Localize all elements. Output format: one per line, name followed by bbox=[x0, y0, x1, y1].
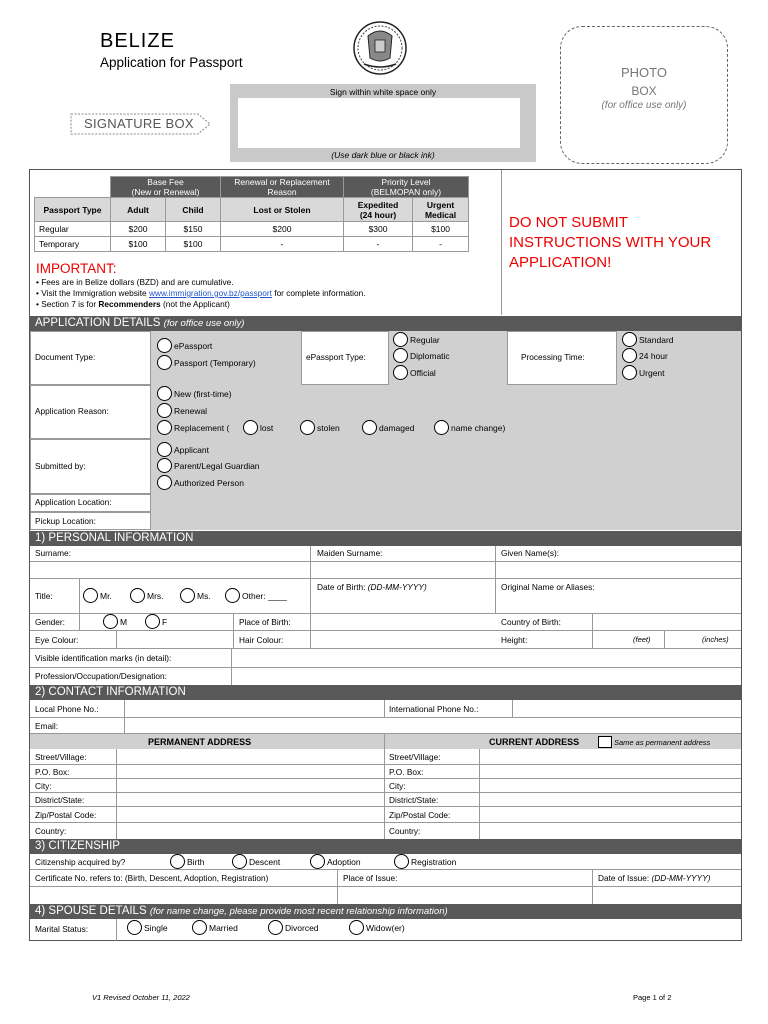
curr-country-label: Country: bbox=[389, 826, 421, 836]
fee-group-reason bbox=[221, 177, 344, 198]
col-divider bbox=[310, 578, 311, 613]
col-divider bbox=[384, 734, 385, 839]
radio-circle-icon[interactable] bbox=[394, 854, 409, 869]
title-label: Title: bbox=[35, 591, 53, 601]
contact-information-bar: 2) CONTACT INFORMATION bbox=[30, 685, 741, 700]
document-type-label: Document Type: bbox=[35, 352, 96, 362]
height-inches-unit: (inches) bbox=[702, 635, 729, 644]
radio-circle-icon[interactable] bbox=[349, 920, 364, 935]
radio-circle-icon[interactable] bbox=[300, 420, 315, 435]
surname-label: Surname: bbox=[35, 548, 71, 558]
radio-applicant[interactable] bbox=[157, 442, 209, 457]
fee-row-regular-child: $150 bbox=[166, 222, 221, 237]
radio-diplomatic-label: Diplomatic bbox=[410, 350, 450, 361]
curr-district-label: District/State: bbox=[389, 795, 439, 805]
notice-divider bbox=[501, 170, 502, 315]
place-of-birth-label: Place of Birth: bbox=[239, 617, 291, 627]
date-of-issue-text: Date of Issue: bbox=[598, 873, 652, 883]
radio-circle-icon[interactable] bbox=[434, 420, 449, 435]
radio-adoption-label: Adoption bbox=[327, 856, 361, 867]
perm-district-label: District/State: bbox=[35, 795, 85, 805]
radio-new-label: New (first-time) bbox=[174, 388, 232, 399]
fee-col-urgent: Urgent Medical bbox=[413, 198, 469, 222]
radio-damaged-label: damaged bbox=[379, 422, 415, 433]
radio-widow-label: Widow(er) bbox=[366, 922, 405, 933]
radio-other[interactable] bbox=[225, 588, 287, 603]
radio-passport-temporary[interactable] bbox=[157, 355, 256, 370]
radio-circle-icon[interactable] bbox=[622, 348, 637, 363]
radio-registration[interactable] bbox=[394, 854, 456, 869]
radio-applicant-label: Applicant bbox=[174, 444, 209, 455]
radio-ms-label: Ms. bbox=[197, 590, 211, 601]
profession-label: Profession/Occupation/Designation: bbox=[35, 671, 167, 681]
radio-circle-icon[interactable] bbox=[362, 420, 377, 435]
do-not-submit-notice: DO NOT SUBMIT INSTRUCTIONS WITH YOUR APPLICATION! bbox=[509, 214, 712, 271]
fee-group-priority-text: Priority Level (BELMOPAN only) bbox=[370, 177, 442, 197]
radio-damaged[interactable] bbox=[362, 420, 414, 435]
current-address-heading: CURRENT ADDRESS bbox=[489, 737, 580, 747]
dob-label bbox=[317, 582, 427, 593]
col-divider bbox=[124, 700, 125, 733]
original-name-label: Original Name or Aliases: bbox=[501, 582, 595, 592]
dob-label-text: Date of Birth: bbox=[317, 582, 368, 592]
row-divider bbox=[30, 778, 741, 779]
country-of-birth-label: Country of Birth: bbox=[501, 617, 561, 627]
radio-authorized-person[interactable] bbox=[157, 475, 244, 490]
fee-col-adult: Adult bbox=[111, 198, 166, 222]
fee-row-regular-urgent: $100 bbox=[413, 222, 469, 237]
curr-city-label: City: bbox=[389, 781, 406, 791]
important-heading: IMPORTANT: bbox=[36, 261, 117, 276]
note-section7: Section 7 is for bbox=[41, 299, 99, 309]
col-divider bbox=[116, 749, 117, 839]
col-divider bbox=[495, 546, 496, 613]
radio-circle-icon[interactable] bbox=[157, 442, 172, 457]
place-of-issue-label: Place of Issue: bbox=[343, 873, 398, 883]
radio-diplomatic[interactable] bbox=[393, 348, 450, 363]
row-divider bbox=[30, 613, 741, 614]
identification-marks-label: Visible identification marks (in detail): bbox=[35, 653, 172, 663]
radio-circle-icon[interactable] bbox=[157, 338, 172, 353]
fee-col-lost: Lost or Stolen bbox=[221, 198, 344, 222]
fee-group-priority bbox=[344, 177, 469, 198]
maiden-surname-label: Maiden Surname: bbox=[317, 548, 383, 558]
radio-stolen[interactable] bbox=[300, 420, 340, 435]
signature-box bbox=[230, 84, 536, 162]
gender-label: Gender: bbox=[35, 617, 65, 627]
certificate-refers-label: Certificate No. refers to: (Birth, Descent, Adoption, Registration) bbox=[35, 873, 269, 883]
radio-circle-icon[interactable] bbox=[393, 365, 408, 380]
radio-divorced-label: Divorced bbox=[285, 922, 319, 933]
radio-official[interactable] bbox=[393, 365, 436, 380]
row-divider bbox=[30, 869, 741, 870]
application-details-bar bbox=[30, 316, 741, 331]
maiden-surname-input[interactable] bbox=[311, 562, 495, 578]
col-divider bbox=[664, 630, 665, 648]
radio-circle-icon[interactable] bbox=[103, 614, 118, 629]
application-details-note: (for office use only) bbox=[163, 318, 245, 329]
note-visit: Visit the Immigration website bbox=[41, 288, 149, 298]
radio-circle-icon[interactable] bbox=[310, 854, 325, 869]
radio-parent-guardian[interactable] bbox=[157, 458, 260, 473]
fee-col-child: Child bbox=[166, 198, 221, 222]
spouse-details-bar bbox=[30, 904, 741, 919]
important-notes: • Fees are in Belize dollars (BZD) and are cumulative. • Visit the Immigration website www.immigration.gov.bz/passport for complete information. • Section 7 is for Recommenders (not the Applicant) bbox=[36, 277, 366, 309]
signature-tag bbox=[70, 113, 210, 135]
col-divider bbox=[512, 700, 513, 717]
note-section7-end: (not the Applicant) bbox=[160, 299, 230, 309]
spouse-details-title: 4) SPOUSE DETAILS bbox=[35, 905, 150, 917]
radio-circle-icon[interactable] bbox=[170, 854, 185, 869]
height-label: Height: bbox=[501, 635, 528, 645]
fee-row-regular-lost: $200 bbox=[221, 222, 344, 237]
fee-row-regular-adult: $200 bbox=[111, 222, 166, 237]
radio-married-label: Married bbox=[209, 922, 238, 933]
submitted-by-label: Submitted by: bbox=[35, 461, 86, 471]
col-divider bbox=[231, 648, 232, 685]
radio-female-label: F bbox=[162, 616, 168, 627]
fee-col-expedited: Expedited (24 hour) bbox=[344, 198, 413, 222]
photo-label: PHOTO bbox=[621, 65, 667, 80]
height-feet-unit: (feet) bbox=[633, 635, 651, 644]
radio-circle-icon[interactable] bbox=[157, 355, 172, 370]
radio-male-label: M bbox=[120, 616, 128, 627]
coat-of-arms-icon bbox=[350, 20, 410, 76]
col-divider bbox=[116, 630, 117, 648]
note-fees: Fees are in Belize dollars (BZD) and are cumulative. bbox=[41, 277, 234, 287]
fee-group-base bbox=[111, 177, 221, 198]
fee-row-temporary-adult: $100 bbox=[111, 237, 166, 252]
note-recommenders: Recommenders bbox=[98, 299, 161, 309]
radio-circle-icon[interactable] bbox=[157, 420, 172, 435]
radio-authorized-person-label: Authorized Person bbox=[174, 477, 244, 488]
fee-row-temporary-urgent: - bbox=[413, 237, 469, 252]
radio-circle-icon[interactable] bbox=[127, 920, 142, 935]
row-divider bbox=[30, 764, 741, 765]
radio-24-hour[interactable] bbox=[622, 348, 668, 363]
row-divider bbox=[30, 648, 741, 649]
same-address-label: Same as permanent address bbox=[614, 738, 711, 747]
radio-married[interactable] bbox=[192, 920, 238, 935]
radio-stolen-label: stolen bbox=[317, 422, 340, 433]
photo-box bbox=[560, 26, 728, 164]
radio-single-label: Single bbox=[144, 922, 168, 933]
row-divider bbox=[30, 578, 741, 579]
fee-col-type: Passport Type bbox=[35, 198, 111, 222]
fee-row-regular-expedited: $300 bbox=[344, 222, 413, 237]
radio-parent-guardian-label: Parent/Legal Guardian bbox=[174, 460, 260, 471]
permanent-address-heading: PERMANENT ADDRESS bbox=[148, 737, 252, 747]
col-divider bbox=[116, 919, 117, 941]
radio-mr-label: Mr. bbox=[100, 590, 112, 601]
dob-format: (DD-MM-YYYY) bbox=[367, 582, 427, 592]
row-divider bbox=[30, 806, 741, 807]
radio-circle-icon[interactable] bbox=[83, 588, 98, 603]
row-divider bbox=[30, 717, 741, 718]
perm-city-label: City: bbox=[35, 781, 52, 791]
perm-country-label: Country: bbox=[35, 826, 67, 836]
processing-time-label: Processing Time: bbox=[521, 352, 585, 362]
radio-male[interactable] bbox=[103, 614, 127, 629]
radio-other-label: Other: ____ bbox=[242, 590, 287, 601]
curr-street-label: Street/Village: bbox=[389, 752, 441, 762]
row-divider bbox=[30, 667, 741, 668]
radio-female[interactable] bbox=[145, 614, 167, 629]
radio-mrs[interactable] bbox=[130, 588, 164, 603]
perm-street-label: Street/Village: bbox=[35, 752, 87, 762]
row-divider bbox=[30, 792, 741, 793]
radio-circle-icon[interactable] bbox=[180, 588, 195, 603]
radio-circle-icon[interactable] bbox=[243, 420, 258, 435]
country-title: BELIZE bbox=[100, 30, 175, 52]
signature-tag-label: SIGNATURE BOX bbox=[84, 116, 194, 131]
radio-name-change-label: name change) bbox=[451, 422, 506, 433]
marital-status-label: Marital Status: bbox=[35, 924, 89, 934]
date-of-issue-format: (DD-MM-YYYY) bbox=[651, 873, 711, 883]
radio-circle-icon[interactable] bbox=[192, 920, 207, 935]
photo-office-note: (for office use only) bbox=[601, 100, 687, 111]
radio-regular[interactable] bbox=[393, 332, 440, 347]
radio-circle-icon[interactable] bbox=[157, 386, 172, 401]
citizenship-bar: 3) CITIZENSHIP bbox=[30, 839, 741, 854]
radio-circle-icon[interactable] bbox=[130, 588, 145, 603]
col-divider bbox=[479, 749, 480, 839]
perm-pobox-label: P.O. Box: bbox=[35, 767, 70, 777]
international-phone-label: International Phone No.: bbox=[389, 704, 479, 714]
curr-zip-label: Zip/Postal Code: bbox=[389, 810, 451, 820]
radio-replacement-label: Replacement ( bbox=[174, 422, 230, 433]
signature-field[interactable] bbox=[238, 98, 520, 148]
application-location-label: Application Location: bbox=[35, 497, 112, 507]
form-title: Application for Passport bbox=[100, 55, 243, 70]
curr-pobox-label: P.O. Box: bbox=[389, 767, 424, 777]
radio-circle-icon[interactable] bbox=[622, 365, 637, 380]
email-label: Email: bbox=[35, 721, 59, 731]
note-visit-end: for complete information. bbox=[271, 288, 366, 298]
fee-table bbox=[34, 176, 469, 252]
radio-epassport[interactable] bbox=[157, 338, 212, 353]
radio-adoption[interactable] bbox=[310, 854, 361, 869]
radio-widow[interactable] bbox=[349, 920, 405, 935]
fee-group-base-text: Base Fee (New or Renewal) bbox=[131, 177, 200, 197]
epassport-type-label: ePassport Type: bbox=[306, 352, 366, 362]
radio-single[interactable] bbox=[127, 920, 168, 935]
revision-note: V1 Revised October 11, 2022 bbox=[92, 993, 190, 1002]
fee-row-temporary-lost: - bbox=[221, 237, 344, 252]
radio-urgent[interactable] bbox=[622, 365, 665, 380]
fee-row-temporary-expedited: - bbox=[344, 237, 413, 252]
immigration-link[interactable]: www.immigration.gov.bz/passport bbox=[148, 288, 272, 298]
signature-ink-note: (Use dark blue or black ink) bbox=[331, 150, 435, 160]
radio-mrs-label: Mrs. bbox=[147, 590, 164, 601]
col-divider bbox=[79, 613, 80, 630]
col-divider bbox=[384, 700, 385, 717]
radio-descent-label: Descent bbox=[249, 856, 281, 867]
radio-lost-label: lost bbox=[260, 422, 274, 433]
fee-row-temporary-child: $100 bbox=[166, 237, 221, 252]
row-divider bbox=[30, 822, 741, 823]
radio-official-label: Official bbox=[410, 367, 436, 378]
application-details-title: APPLICATION DETAILS bbox=[35, 317, 164, 329]
citizenship-acquired-label: Citizenship acquired by? bbox=[35, 857, 126, 867]
row-divider bbox=[30, 886, 741, 887]
radio-24-hour-label: 24 hour bbox=[639, 350, 668, 361]
signature-instruction: Sign within white space only bbox=[329, 87, 437, 97]
radio-circle-icon[interactable] bbox=[157, 458, 172, 473]
local-phone-label: Local Phone No.: bbox=[35, 704, 99, 714]
radio-circle-icon[interactable] bbox=[225, 588, 240, 603]
given-names-label: Given Name(s): bbox=[501, 548, 560, 558]
radio-circle-icon[interactable] bbox=[393, 348, 408, 363]
row-divider bbox=[30, 630, 741, 631]
radio-circle-icon[interactable] bbox=[157, 475, 172, 490]
page-number: Page 1 of 2 bbox=[633, 993, 672, 1002]
given-names-input[interactable] bbox=[496, 562, 740, 578]
radio-renewal[interactable] bbox=[157, 403, 207, 418]
radio-new[interactable] bbox=[157, 386, 232, 401]
fee-row-regular-type: Regular bbox=[35, 222, 111, 237]
radio-birth[interactable] bbox=[170, 854, 204, 869]
radio-passport-temporary-label: Passport (Temporary) bbox=[174, 357, 256, 368]
radio-standard-label: Standard bbox=[639, 334, 674, 345]
fee-group-reason-text: Renewal or Replacement Reason bbox=[234, 177, 330, 197]
radio-renewal-label: Renewal bbox=[174, 405, 208, 416]
radio-ms[interactable] bbox=[180, 588, 211, 603]
radio-circle-icon[interactable] bbox=[232, 854, 247, 869]
radio-urgent-label: Urgent bbox=[639, 367, 665, 378]
photo-box-label: BOX bbox=[631, 84, 657, 98]
eye-colour-label: Eye Colour: bbox=[35, 635, 79, 645]
radio-standard[interactable] bbox=[622, 332, 674, 347]
hair-colour-label: Hair Colour: bbox=[239, 635, 284, 645]
radio-birth-label: Birth bbox=[187, 856, 205, 867]
surname-input[interactable] bbox=[31, 562, 310, 578]
perm-zip-label: Zip/Postal Code: bbox=[35, 810, 97, 820]
radio-descent[interactable] bbox=[232, 854, 280, 869]
personal-information-bar: 1) PERSONAL INFORMATION bbox=[30, 531, 741, 546]
col-divider bbox=[592, 613, 593, 648]
date-of-issue-label bbox=[598, 873, 711, 884]
radio-name-change[interactable] bbox=[434, 420, 505, 435]
radio-circle-icon[interactable] bbox=[622, 332, 637, 347]
radio-mr[interactable] bbox=[83, 588, 112, 603]
radio-epassport-label: ePassport bbox=[174, 340, 213, 351]
spouse-details-note: (for name change, please provide most recent relationship information) bbox=[149, 906, 448, 917]
pickup-location-label: Pickup Location: bbox=[35, 516, 96, 526]
radio-circle-icon[interactable] bbox=[393, 332, 408, 347]
application-reason-label: Application Reason: bbox=[35, 406, 109, 416]
radio-replacement[interactable] bbox=[157, 420, 229, 435]
col-divider bbox=[79, 578, 80, 613]
radio-lost[interactable] bbox=[243, 420, 273, 435]
radio-registration-label: Registration bbox=[411, 856, 457, 867]
fee-row-temporary-type: Temporary bbox=[35, 237, 111, 252]
radio-regular-label: Regular bbox=[410, 334, 440, 345]
radio-divorced[interactable] bbox=[268, 920, 319, 935]
col-divider bbox=[310, 613, 311, 648]
radio-circle-icon[interactable] bbox=[157, 403, 172, 418]
radio-circle-icon[interactable] bbox=[268, 920, 283, 935]
same-address-checkbox[interactable] bbox=[598, 736, 612, 748]
radio-circle-icon[interactable] bbox=[145, 614, 160, 629]
col-divider bbox=[233, 613, 234, 648]
